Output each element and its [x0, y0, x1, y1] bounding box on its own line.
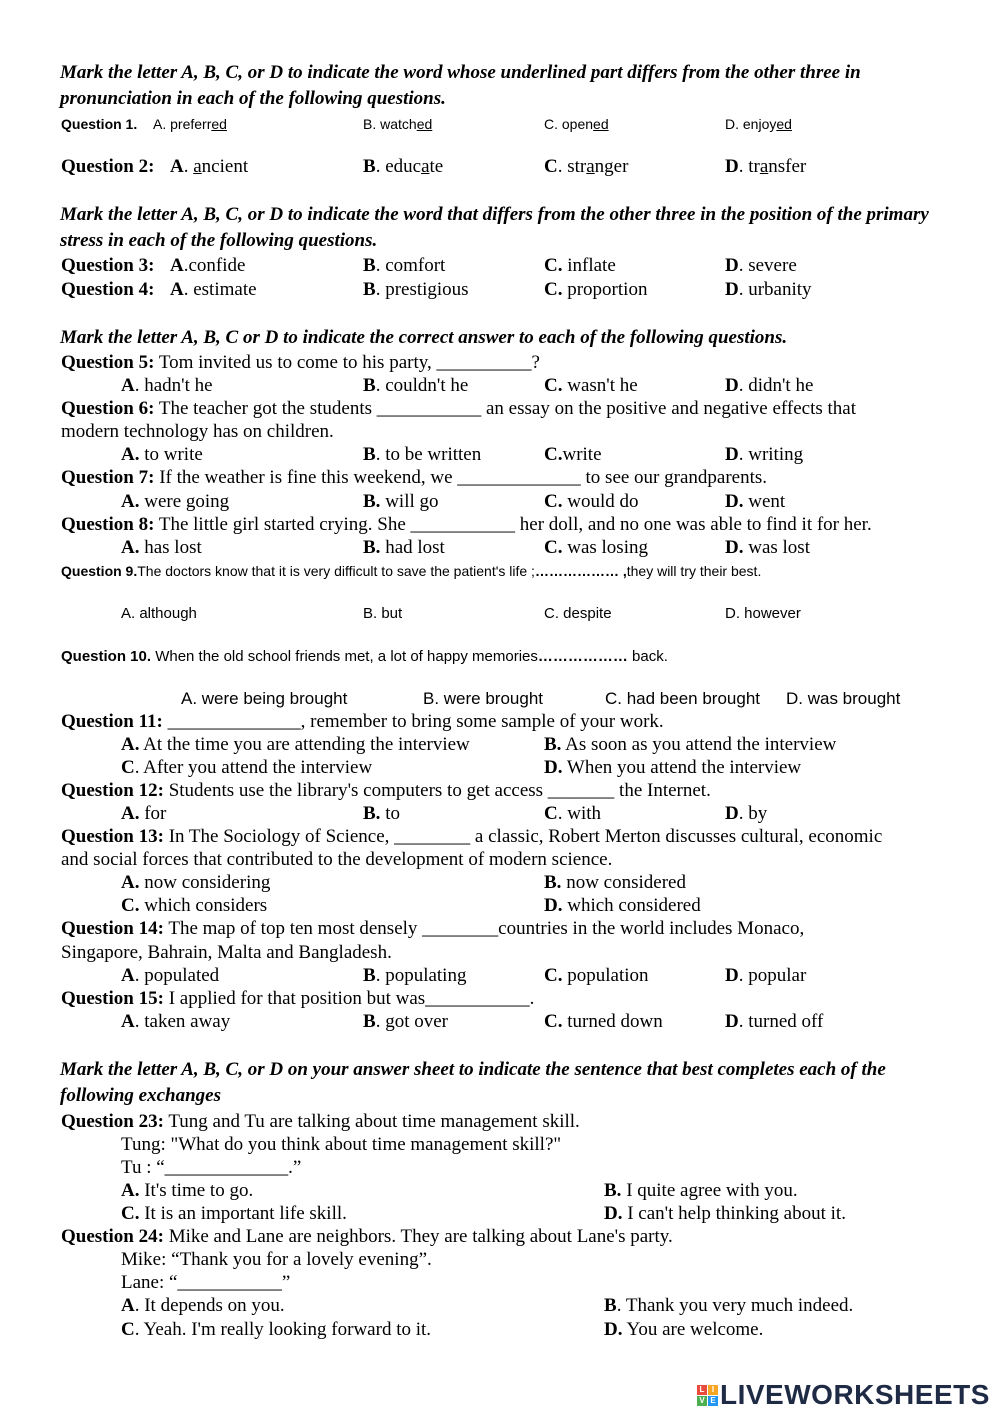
option-d[interactable]: D. turned off	[725, 1011, 824, 1032]
option-c[interactable]: C. After you attend the interview	[121, 757, 373, 778]
option-d[interactable]: D. transfer	[725, 156, 807, 177]
option-b[interactable]: B. watched	[363, 116, 433, 132]
liveworksheets-logo	[697, 1377, 990, 1413]
instruction-stress: Mark the letter A, B, C, or D to indicate the word that differs from the other three in the position of the primary stress in each of the following questions.	[60, 204, 929, 251]
question-11-stem: Question 11: ______________, remember to bring some sample of your work.	[61, 711, 664, 732]
option-c[interactable]: C.write	[544, 444, 602, 465]
option-b[interactable]: B. Thank you very much indeed.	[604, 1295, 854, 1316]
logo-tile: I	[708, 1385, 718, 1395]
question-7-options	[0, 491, 1000, 515]
question-10-stem: Question 10. When the old school friends met, a lot of happy memories……………… back.	[61, 648, 668, 665]
question-24-options-2	[0, 1319, 1000, 1343]
question-14-options	[0, 965, 1000, 989]
option-a[interactable]: A. has lost	[121, 537, 202, 558]
question-11-options-1	[0, 734, 1000, 758]
option-a[interactable]: A. although	[121, 605, 197, 622]
option-c[interactable]: C. which considers	[121, 895, 268, 916]
question-10-options	[0, 689, 1000, 713]
question-6-stem: Question 6: The teacher got the students ___________ an essay on the positive and negative effects that	[61, 398, 857, 419]
option-d[interactable]: D. writing	[725, 444, 804, 465]
option-c[interactable]: C. population	[544, 965, 649, 986]
option-d[interactable]: D. was brought	[786, 689, 901, 708]
option-d[interactable]: D. You are welcome.	[604, 1319, 764, 1340]
option-b[interactable]: B. to be written	[363, 444, 482, 465]
question-14-stem-2: Singapore, Bahrain, Malta and Bangladesh.	[61, 942, 392, 963]
option-b[interactable]: B. got over	[363, 1011, 448, 1032]
option-b[interactable]: B. were brought	[423, 689, 544, 708]
option-d[interactable]: D. which considered	[544, 895, 701, 916]
question-24-line-1: Mike: “Thank you for a lovely evening”.	[121, 1249, 432, 1270]
question-8-stem: Question 8: The little girl started crying. She ___________ her doll, and no one was able to find it for her.	[61, 514, 872, 535]
option-a[interactable]: A. At the time you are attending the interview	[121, 734, 470, 755]
option-d[interactable]: D. went	[725, 491, 786, 512]
option-a[interactable]: A. were being brought	[181, 689, 348, 708]
question-6-stem-2: modern technology has on children.	[61, 421, 334, 442]
option-b[interactable]: B. As soon as you attend the interview	[544, 734, 837, 755]
option-c[interactable]: C. would do	[544, 491, 639, 512]
option-a[interactable]: A. for	[121, 803, 167, 824]
logo-text: LIVEWORKSHEETS	[720, 1379, 990, 1410]
option-a[interactable]: A. were going	[121, 491, 230, 512]
option-c[interactable]: C. despite	[544, 605, 612, 622]
question-23-line-2: Tu : “_____________.”	[121, 1157, 302, 1178]
option-c[interactable]: C. turned down	[544, 1011, 663, 1032]
option-a[interactable]: A. hadn't he	[121, 375, 213, 396]
option-a[interactable]: A. preferred	[153, 116, 227, 132]
instruction-pronunciation: Mark the letter A, B, C, or D to indicate the word whose underlined part differs from the other three in pronunciation in each of the following questions.	[60, 62, 861, 109]
option-b[interactable]: B. to	[363, 803, 400, 824]
option-c[interactable]: C. was losing	[544, 537, 648, 558]
option-d[interactable]: D. didn't he	[725, 375, 814, 396]
option-c[interactable]: C. proportion	[544, 279, 648, 300]
question-24-line-2: Lane: “___________”	[121, 1272, 291, 1293]
question-14-stem: Question 14: The map of top ten most densely ________countries in the world includes Monaco,	[61, 918, 805, 939]
question-8-options	[0, 537, 1000, 561]
option-a[interactable]: A. now considering	[121, 872, 271, 893]
option-a[interactable]: A. taken away	[121, 1011, 231, 1032]
option-a[interactable]: A. to write	[121, 444, 203, 465]
question-1	[0, 116, 1000, 140]
question-23-line-1: Tung: "What do you think about time management skill?"	[121, 1134, 562, 1155]
question-13-options-1	[0, 872, 1000, 896]
question-2	[0, 156, 1000, 180]
question-6-options	[0, 444, 1000, 468]
question-15-stem: Question 15: I applied for that position but was___________.	[61, 988, 535, 1009]
question-13-stem-2: and social forces that contributed to the development of modern science.	[61, 849, 613, 870]
question-12-stem: Question 12: Students use the library's computers to get access _______ the Internet.	[61, 780, 711, 801]
question-23-options-2	[0, 1203, 1000, 1227]
question-9-stem: Question 9.The doctors know that it is very difficult to save the patient's life ;……………… ,they will try their best.	[61, 563, 762, 579]
option-d[interactable]: D. by	[725, 803, 768, 824]
instruction-exchanges: Mark the letter A, B, C, or D on your answer sheet to indicate the sentence that best completes each of the following exchanges	[60, 1059, 886, 1106]
option-d[interactable]: D. enjoyed	[725, 116, 792, 132]
question-24-options-1	[0, 1295, 1000, 1319]
option-b[interactable]: B. had lost	[363, 537, 445, 558]
question-23-stem: Question 23: Tung and Tu are talking about time management skill.	[61, 1111, 580, 1132]
question-23-options-1	[0, 1180, 1000, 1204]
logo-tiles-icon	[697, 1385, 718, 1406]
option-a[interactable]: A. ancient	[170, 156, 249, 177]
option-b[interactable]: B. will go	[363, 491, 439, 512]
question-3: Question 3: A.confide B. comfort C. inflate D. severe	[61, 255, 797, 276]
option-a[interactable]: A. estimate	[170, 279, 257, 300]
question-9-options	[0, 605, 1000, 629]
option-c[interactable]: C. opened	[544, 116, 609, 132]
option-b[interactable]: B. I quite agree with you.	[604, 1180, 798, 1201]
option-b[interactable]: B. prestigious	[363, 279, 469, 300]
question-13-stem: Question 13: In The Sociology of Science, ________ a classic, Robert Merton discusses cultural, economic	[61, 826, 883, 847]
option-b[interactable]: B. educate	[363, 156, 444, 177]
option-b[interactable]: B. but	[363, 605, 403, 622]
question-5-stem: Question 5: Tom invited us to come to his party, __________?	[61, 352, 540, 373]
question-label: Question 1.	[61, 116, 138, 132]
option-b[interactable]: B. couldn't he	[363, 375, 469, 396]
logo-tile: L	[697, 1385, 707, 1395]
question-11-options-2	[0, 757, 1000, 781]
option-d[interactable]: D. When you attend the interview	[544, 757, 802, 778]
question-7-stem: Question 7: If the weather is fine this weekend, we _____________ to see our grandparents.	[61, 467, 768, 488]
instruction-correct: Mark the letter A, B, C or D to indicate the correct answer to each of the following questions.	[60, 327, 788, 348]
option-c[interactable]: C. inflate	[544, 255, 616, 276]
question-24-stem: Question 24: Mike and Lane are neighbors. They are talking about Lane's party.	[61, 1226, 673, 1247]
logo-tile: V	[697, 1396, 707, 1406]
option-c[interactable]: C. had been brought	[605, 689, 761, 708]
option-b[interactable]: B. populating	[363, 965, 467, 986]
option-a[interactable]: A.confide	[170, 255, 246, 276]
option-d[interactable]: D. popular	[725, 965, 807, 986]
question-15-options	[0, 1011, 1000, 1035]
option-c[interactable]: C. stranger	[544, 156, 629, 177]
question-4: Question 4: A. estimate B. prestigious C. proportion D. urbanity	[61, 279, 812, 300]
option-c[interactable]: C. with	[544, 803, 602, 824]
option-d[interactable]: D. urbanity	[725, 279, 812, 300]
question-5-options	[0, 375, 1000, 399]
option-c[interactable]: C. It is an important life skill.	[121, 1203, 347, 1224]
option-c[interactable]: C. wasn't he	[544, 375, 638, 396]
option-d[interactable]: D. severe	[725, 255, 797, 276]
logo-tile: E	[708, 1396, 718, 1406]
option-b[interactable]: B. now considered	[544, 872, 686, 893]
question-13-options-2	[0, 895, 1000, 919]
question-12-options	[0, 803, 1000, 827]
option-a[interactable]: A. It depends on you.	[121, 1295, 285, 1316]
option-a[interactable]: A. populated	[121, 965, 220, 986]
option-c[interactable]: C. Yeah. I'm really looking forward to it.	[121, 1319, 432, 1340]
question-label: Question 2:	[61, 156, 155, 177]
option-d[interactable]: D. I can't help thinking about it.	[604, 1203, 846, 1224]
option-d[interactable]: D. was lost	[725, 537, 810, 558]
option-a[interactable]: A. It's time to go.	[121, 1180, 254, 1201]
option-d[interactable]: D. however	[725, 605, 801, 622]
option-b[interactable]: B. comfort	[363, 255, 446, 276]
